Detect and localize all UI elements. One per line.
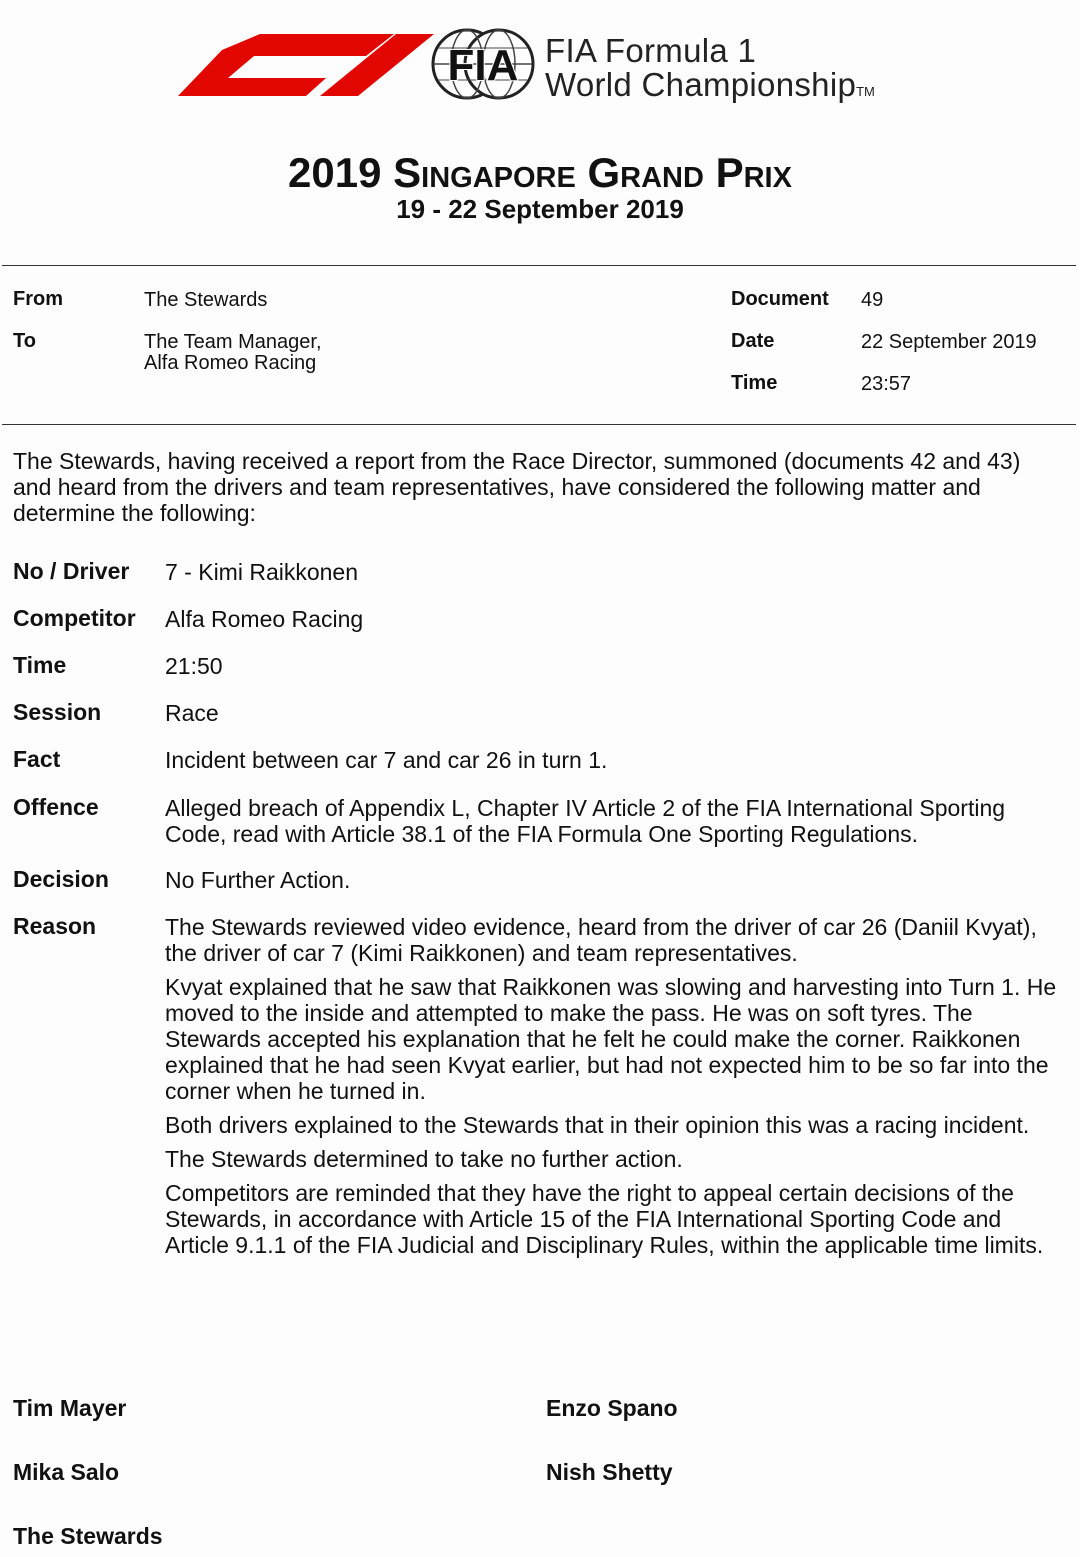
divider-bottom (2, 424, 1076, 425)
date-label: Date (731, 330, 775, 352)
reason-label: Reason (13, 913, 97, 939)
event-name: Singapore Grand Prix (393, 149, 792, 196)
to-label: To (13, 330, 36, 352)
to-value-line-1: The Team Manager, (144, 331, 322, 353)
reason-paragraph: Kvyat explained that he saw that Raikkonen was slowing and harvesting into Turn 1. He moved to the inside and attempted to make the pass. He was on soft tyres. The Stewards accepted his explanation that he felt he could make the corner. Raikkonen explained that he had seen Kvyat earlier, but had not expected him to be so far into the corner when he turned in. (165, 974, 1057, 1104)
event-year: 2019 (288, 149, 382, 196)
fact-label: Fact (13, 746, 61, 772)
driver-value: 7 - Kimi Raikkonen (165, 559, 359, 585)
fia-logo (430, 26, 536, 102)
from-value: The Stewards (144, 289, 268, 311)
to-value-line-2: Alfa Romeo Racing (144, 352, 317, 374)
decision-value: No Further Action. (165, 867, 351, 893)
signature-steward-3: Mika Salo (13, 1459, 120, 1485)
f1-logo (176, 30, 438, 98)
competitor-label: Competitor (13, 605, 136, 631)
session-value: Race (165, 700, 219, 726)
time-value: 23:57 (861, 373, 912, 395)
document-value: 49 (861, 289, 884, 311)
offence-value: Alleged breach of Appendix L, Chapter IV Article 2 of the FIA International Sporting Code, read with Article 38.1 of the FIA Formula One Sporting Regulations. (165, 795, 1006, 847)
brand-line-1: FIA Formula 1 (545, 32, 757, 69)
competitor-value: Alfa Romeo Racing (165, 606, 364, 632)
session-label: Session (13, 699, 102, 725)
trademark: TM (856, 84, 875, 99)
reason-paragraph: The Stewards determined to take no further action. (165, 1146, 683, 1172)
date-value: 22 September 2019 (861, 331, 1037, 353)
signature-steward-2: Enzo Spano (546, 1395, 678, 1421)
decision-label: Decision (13, 866, 109, 892)
reason-paragraph: Competitors are reminded that they have the right to appeal certain decisions of the Stewards, in accordance with Article 15 of the FIA International Sporting Code and Article 9.1.1 of the FIA Judicial and Disciplinary Rules, within the applicable time limits. (165, 1180, 1044, 1258)
intro-paragraph: The Stewards, having received a report from the Race Director, summoned (documents 42 and 43) and heard from the drivers and team representatives, have considered the following matter and determine the following: (13, 448, 1021, 526)
event-dates: 19 - 22 September 2019 (396, 194, 684, 224)
offence-label: Offence (13, 794, 99, 820)
from-label: From (13, 288, 63, 310)
reason-paragraph: Both drivers explained to the Stewards that in their opinion this was a racing incident. (165, 1112, 1030, 1138)
time-field-value: 21:50 (165, 653, 223, 679)
signature-footer: The Stewards (13, 1523, 163, 1549)
brand-line-2 (545, 67, 875, 110)
divider-top (2, 265, 1076, 266)
signature-steward-4: Nish Shetty (546, 1459, 673, 1485)
fact-value: Incident between car 7 and car 26 in turn 1. (165, 747, 608, 773)
signature-steward-1: Tim Mayer (13, 1395, 127, 1421)
reason-paragraph: The Stewards reviewed video evidence, heard from the driver of car 26 (Daniil Kvyat), the driver of car 7 (Kimi Raikkonen) and team representatives. (165, 914, 1037, 966)
time-field-label: Time (13, 652, 67, 678)
fia-logo-text: FIA (447, 41, 519, 90)
event-title (0, 148, 1080, 198)
document-label: Document (731, 288, 829, 310)
brand-line-2-text: World Championship (545, 66, 857, 103)
reason-body (165, 914, 1070, 1266)
driver-label: No / Driver (13, 558, 130, 584)
time-label: Time (731, 372, 778, 394)
